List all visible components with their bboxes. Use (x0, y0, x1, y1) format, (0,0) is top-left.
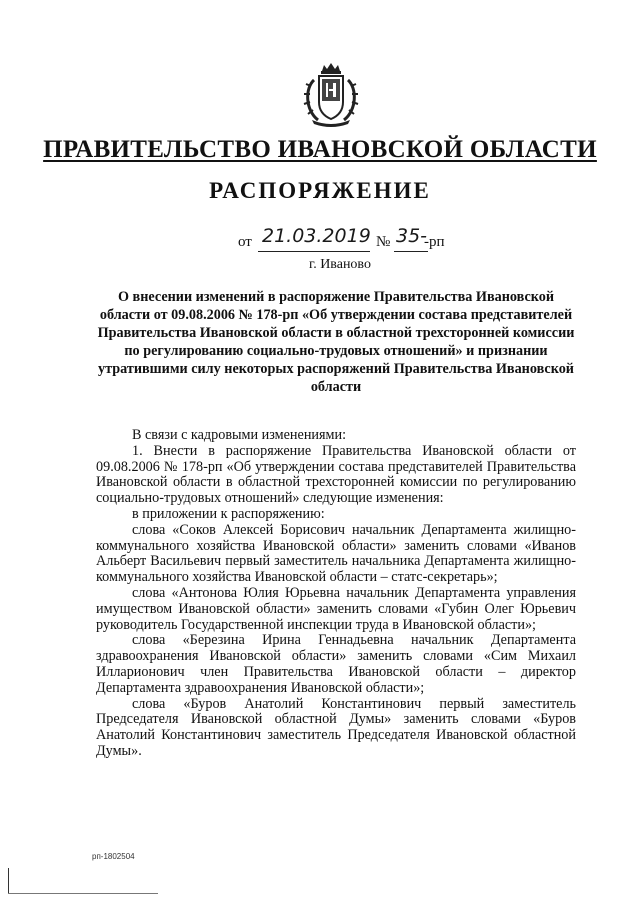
scan-artifact-edge (8, 893, 158, 894)
document-body (96, 428, 576, 760)
handwritten-date: 21.03.2019 (262, 225, 371, 247)
body-paragraph: слова «Буров Анатолий Константинович первый заместитель Председателя Ивановской областной Думы» заменить словами «Буров Анатолий Константинович заместитель Председателя Ивановской областной Думы». (96, 695, 576, 759)
document-subject: О внесении изменений в распоряжение Правительства Ивановской области от 09.08.2006 № 178-рп «Об утверждении состава представителей Правительства Ивановской области в областной трехсторонней комиссии по регулированию социально-трудовых отношений» и признании утратившими силу некоторых распоряжений Правительства Ивановской области (97, 289, 575, 395)
body-paragraph: слова «Березина Ирина Геннадьевна начальник Департамента здравоохранения Ивановской области» заменить словами «Сим Михаил Илларионович член Правительства Ивановской области – директор Департамента здравоохранения Ивановской области»; (96, 632, 576, 696)
body-paragraph: в приложении к распоряжению: (132, 505, 325, 522)
date-prefix: от (238, 234, 252, 250)
body-paragraph: В связи с кадровыми изменениями: (132, 427, 347, 443)
number-underline (394, 251, 428, 252)
city-name: г. Иваново (309, 257, 371, 272)
date-underline (258, 251, 370, 252)
number-prefix: № (376, 234, 391, 250)
document-type: РАСПОРЯЖЕНИЕ (209, 178, 431, 203)
handwritten-number: 35- (396, 225, 428, 247)
scan-artifact-line (8, 868, 9, 894)
body-paragraph: 1. Внести в распоряжение Правительства Ивановской области от 09.08.2006 № 178-рп «Об утверждении состава представителей Правительства Ивановской области в областной трехсторонней комиссии по регулированию социально-трудовых отношений» следующие изменения: (96, 442, 576, 507)
coat-of-arms-emblem (302, 62, 360, 128)
footer-document-code: рп-1802504 (92, 852, 135, 861)
body-paragraph: слова «Антонова Юлия Юрьевна начальник Департамента управления имуществом Ивановской области» заменить словами «Губин Олег Юрьевич руководитель Государственной инспекции труда в Ивановской области»; (96, 584, 576, 633)
government-title: ПРАВИТЕЛЬСТВО ИВАНОВСКОЙ ОБЛАСТИ (43, 136, 597, 163)
body-paragraph: слова «Соков Алексей Борисович начальник Департамента жилищно-коммунального хозяйства Ивановской области» заменить словами «Иванов Альберт Васильевич первый заместитель начальника Департамента жилищно-коммунального хозяйства Ивановской области – статс-секретарь»; (96, 521, 576, 586)
number-suffix: -рп (424, 234, 445, 250)
